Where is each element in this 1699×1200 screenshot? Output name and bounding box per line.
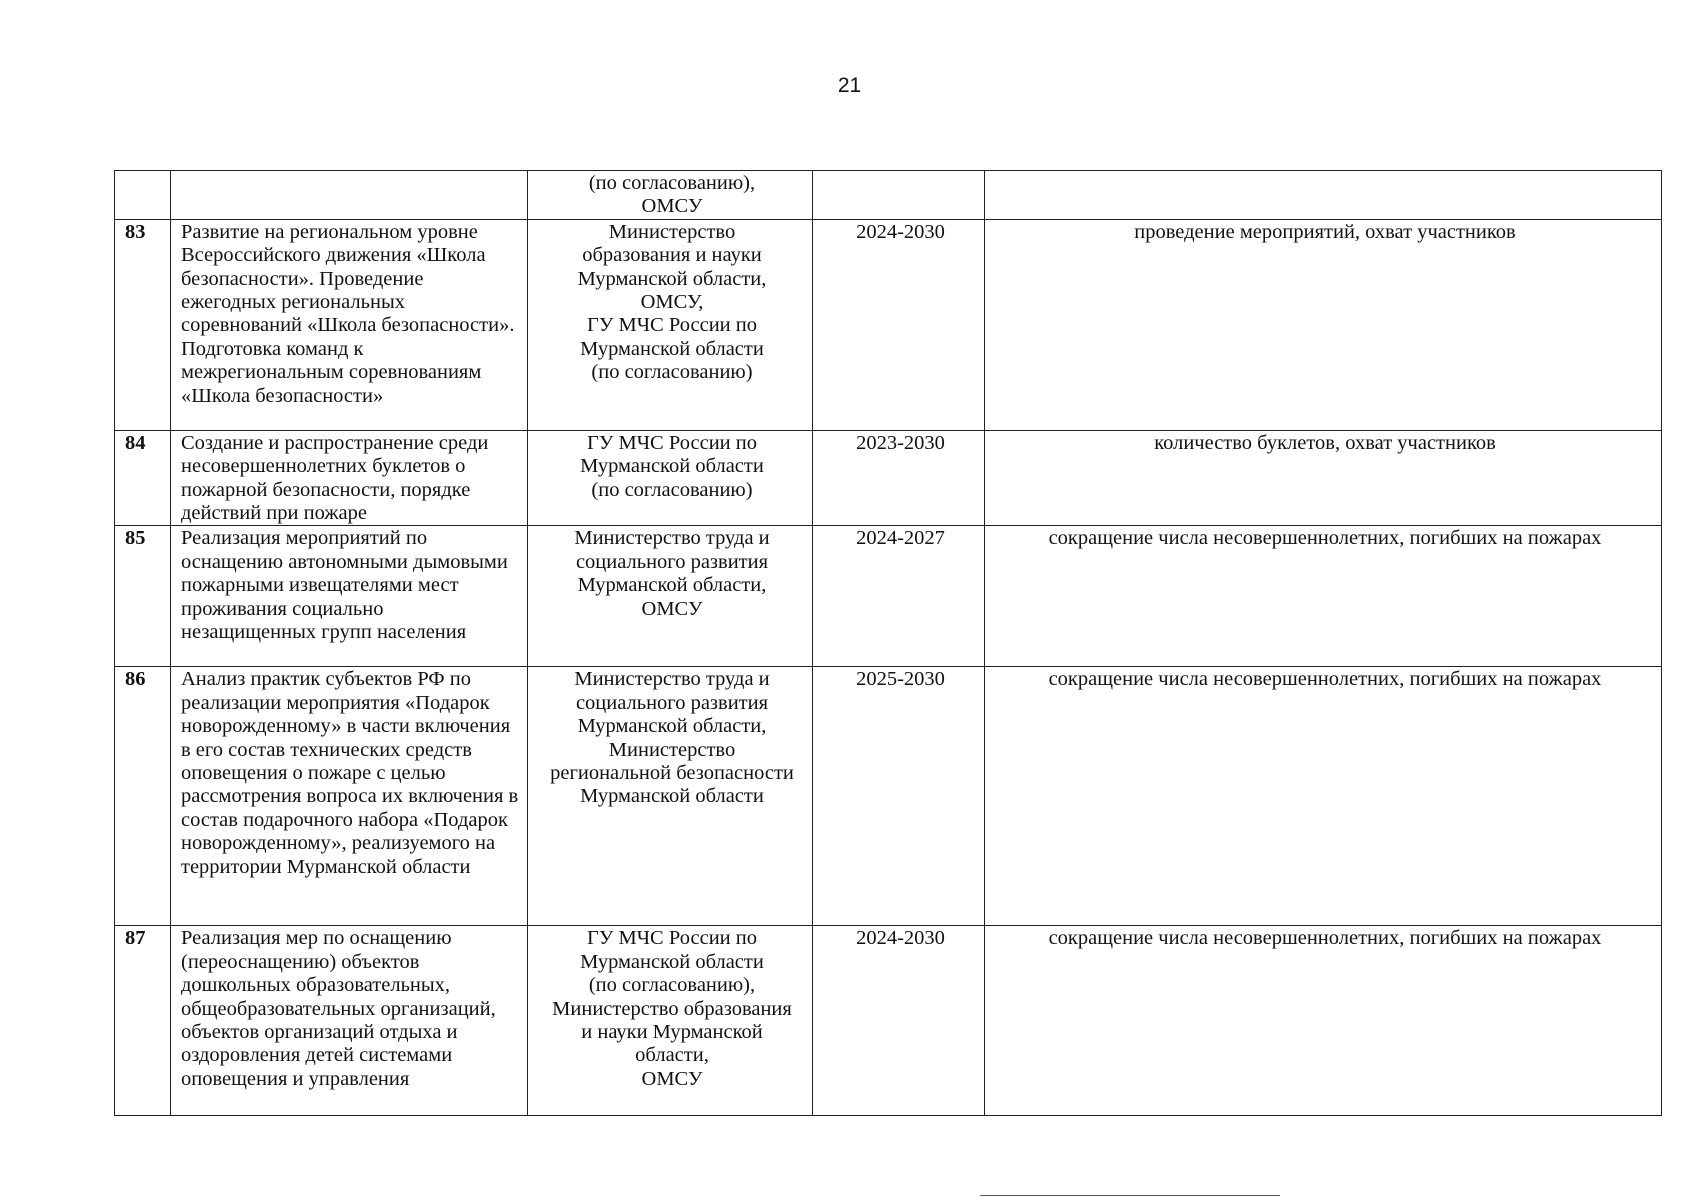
table-row bbox=[115, 667, 1662, 926]
table-row bbox=[115, 171, 1662, 220]
row-executor: ГУ МЧС России по Мурманской области (по согласованию), Министерство образования и науки Мурманской области, ОМСУ bbox=[528, 926, 813, 1116]
table-row bbox=[115, 430, 1662, 526]
row-number: 86 bbox=[115, 667, 171, 926]
row-indicator bbox=[985, 171, 1662, 220]
row-description: Создание и распространение среди несовершеннолетних буклетов о пожарной безопасности, порядке действий при пожаре bbox=[171, 430, 528, 526]
row-period: 2023-2030 bbox=[813, 430, 985, 526]
row-indicator: сокращение числа несовершеннолетних, погибших на пожарах bbox=[985, 667, 1662, 926]
row-executor: (по согласованию), ОМСУ bbox=[528, 171, 813, 220]
row-period: 2024-2030 bbox=[813, 926, 985, 1116]
row-description: Реализация мер по оснащению (переоснащению) объектов дошкольных образовательных, общеобразовательных организаций, объектов организаций отдыха и оздоровления детей системами оповещения и управления bbox=[171, 926, 528, 1116]
table-row bbox=[115, 219, 1662, 430]
row-period: 2024-2030 bbox=[813, 219, 985, 430]
row-description: Реализация мероприятий по оснащению автономными дымовыми пожарными извещателями мест проживания социально незащищенных групп населения bbox=[171, 526, 528, 667]
row-indicator: сокращение числа несовершеннолетних, погибших на пожарах bbox=[985, 526, 1662, 667]
table-row bbox=[115, 926, 1662, 1116]
row-executor: Министерство труда и социального развития Мурманской области, Министерство региональной безопасности Мурманской области bbox=[528, 667, 813, 926]
row-number bbox=[115, 171, 171, 220]
row-executor: Министерство труда и социального развития Мурманской области, ОМСУ bbox=[528, 526, 813, 667]
row-number: 83 bbox=[115, 219, 171, 430]
row-executor: ГУ МЧС России по Мурманской области (по согласованию) bbox=[528, 430, 813, 526]
row-description: Анализ практик субъектов РФ по реализации мероприятия «Подарок новорожденному» в части включения в его состав технических средств оповещения о пожаре с целью рассмотрения вопроса их включения в состав подарочного набора «Подарок новорожденному», реализуемого на территории Мурманской области bbox=[171, 667, 528, 926]
row-period: 2025-2030 bbox=[813, 667, 985, 926]
row-description: Развитие на региональном уровне Всероссийского движения «Школа безопасности». Проведение ежегодных региональных соревнований «Школа безопасности». Подготовка команд к межрегиональным соревнованиям «Школа безопасности» bbox=[171, 219, 528, 430]
footer-divider bbox=[980, 1195, 1280, 1196]
page-number: 21 bbox=[837, 74, 862, 97]
table-row bbox=[115, 526, 1662, 667]
row-indicator: проведение мероприятий, охват участников bbox=[985, 219, 1662, 430]
row-number: 85 bbox=[115, 526, 171, 667]
row-number: 87 bbox=[115, 926, 171, 1116]
row-executor: Министерство образования и науки Мурманской области, ОМСУ, ГУ МЧС России по Мурманской области (по согласованию) bbox=[528, 219, 813, 430]
row-description bbox=[171, 171, 528, 220]
row-indicator: сокращение числа несовершеннолетних, погибших на пожарах bbox=[985, 926, 1662, 1116]
row-number: 84 bbox=[115, 430, 171, 526]
row-period: 2024-2027 bbox=[813, 526, 985, 667]
measures-table bbox=[114, 170, 1662, 1116]
row-indicator: количество буклетов, охват участников bbox=[985, 430, 1662, 526]
row-period bbox=[813, 171, 985, 220]
